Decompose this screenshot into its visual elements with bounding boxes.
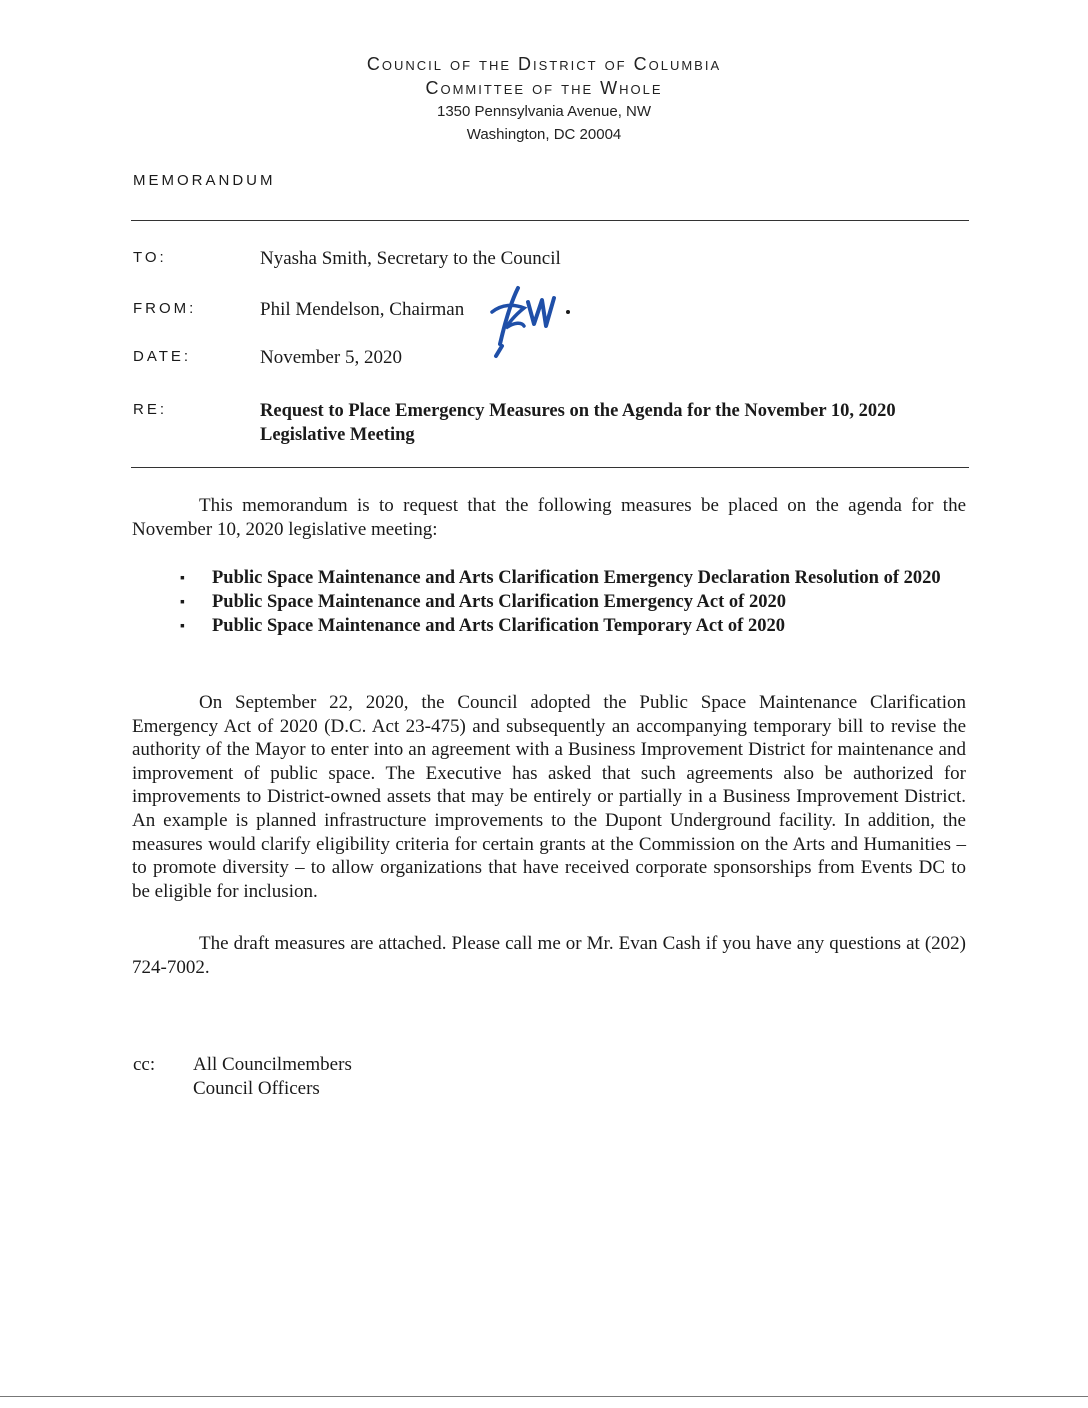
letterhead-address-city: Washington, DC 20004 — [466, 126, 622, 143]
cc-recipient: Council Officers — [193, 1078, 320, 1099]
letterhead-address-street: 1350 Pennsylvania Avenue, NW — [436, 103, 652, 120]
header-bottom-rule — [131, 467, 969, 468]
re-value: Request to Place Emergency Measures on the Agenda for the November 10, 2020 Legislative Meeting — [260, 401, 896, 445]
intro-paragraph: This memorandum is to request that the following measures be placed on the agenda for the November 10, 2020 legislative meeting: — [132, 495, 966, 540]
memorandum-label: MEMORANDUM — [133, 172, 276, 189]
list-item — [180, 567, 966, 590]
re-label: RE: — [133, 401, 168, 418]
measure-title: Public Space Maintenance and Arts Clarification Temporary Act of 2020 — [212, 616, 785, 636]
cc-recipient: All Councilmembers — [193, 1054, 352, 1075]
measure-title: Public Space Maintenance and Arts Clarification Emergency Act of 2020 — [212, 592, 786, 612]
background-paragraph: On September 22, 2020, the Council adopted the Public Space Maintenance Clarification Emergency Act of 2020 (D.C. Act 23-475) and subsequently an accompanying temporary bill to revise the authority of the Mayor to enter into an agreement with a Business Improvement District for maintenance and improvement of public space. The Executive has asked that such agreements also be authorized for improvements to District-owned assets that may be entirely or partially in a Business Improvement District. An example is planned infrastructure improvements to the Dupont Underground facility. In addition, the measures would clarify eligibility criteria for certain grants at the Commission on the Arts and Humanities – to promote diversity – to allow organizations that have received corporate sponsorships from Events DC to be eligible for inclusion. — [132, 692, 966, 902]
date-value: November 5, 2020 — [260, 347, 402, 368]
to-value: Nyasha Smith, Secretary to the Council — [260, 248, 561, 269]
date-label: DATE: — [133, 348, 192, 365]
letterhead-council: Council of the District of Columbia — [366, 54, 722, 74]
to-label: TO: — [133, 249, 167, 266]
closing-paragraph: The draft measures are attached. Please call me or Mr. Evan Cash if you have any questions at (202) 724-7002. — [132, 933, 966, 978]
measures-list — [180, 567, 966, 639]
header-top-rule — [131, 220, 969, 221]
cc-recipients — [193, 1053, 352, 1101]
letterhead — [0, 52, 1088, 146]
bullet-icon: ▪ — [180, 595, 185, 610]
cc-label: cc: — [133, 1054, 156, 1075]
letterhead-committee: Committee of the Whole — [425, 78, 663, 98]
bullet-icon: ▪ — [180, 619, 185, 634]
measure-title: Public Space Maintenance and Arts Clarification Emergency Declaration Resolution of 2020 — [212, 568, 941, 588]
list-item — [180, 591, 966, 614]
list-item — [180, 615, 966, 638]
from-value: Phil Mendelson, Chairman — [260, 299, 465, 320]
from-label: FROM: — [133, 300, 197, 317]
page-bottom-edge — [0, 1396, 1088, 1397]
bullet-icon: ▪ — [180, 571, 185, 586]
